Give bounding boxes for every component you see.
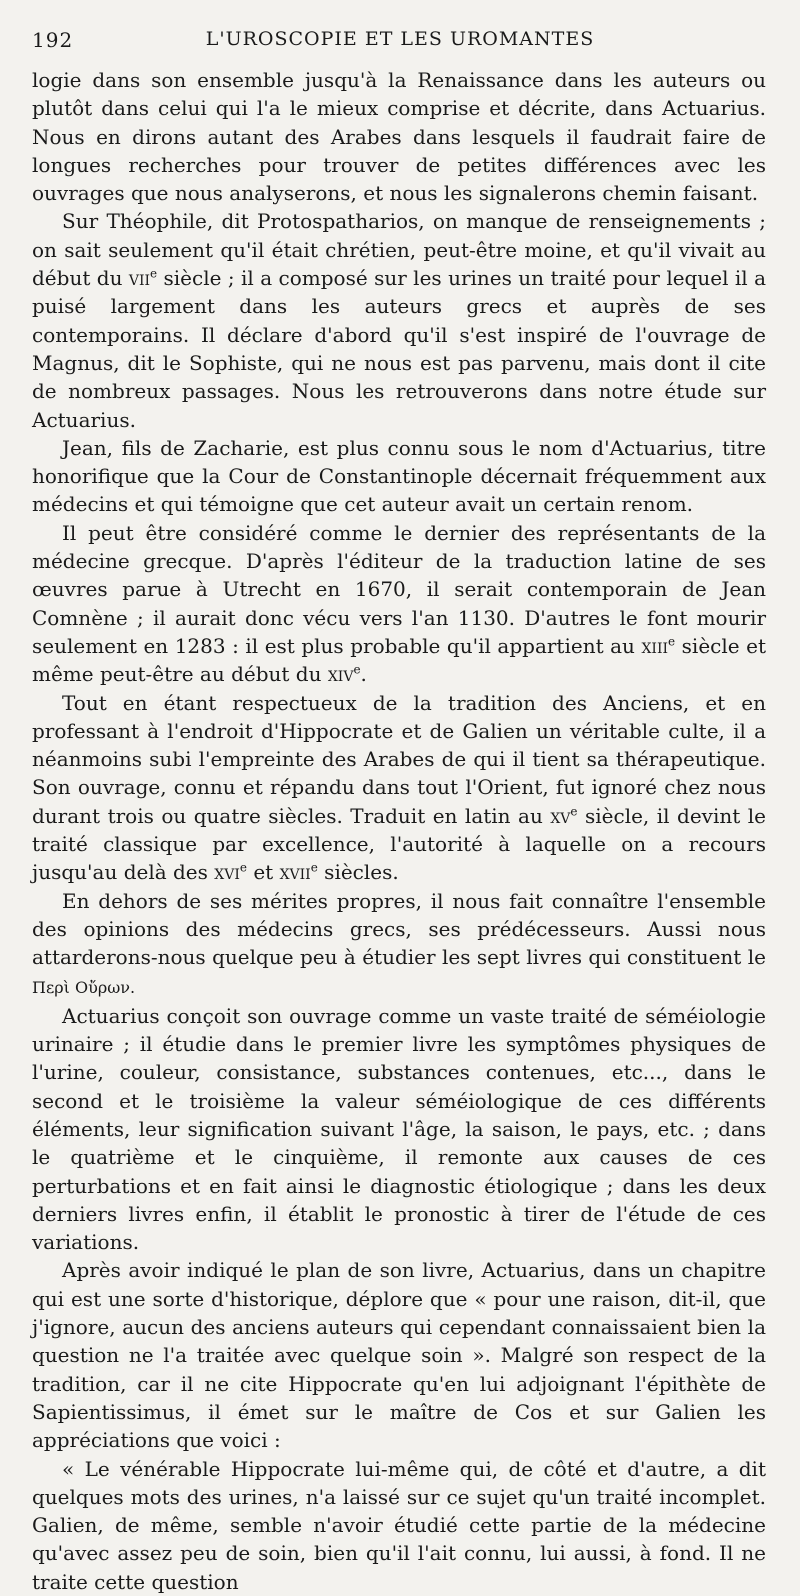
p4-text-b: siècle et même peut-être au début du: [32, 633, 766, 687]
p4-century-2: xiv: [327, 662, 354, 687]
p2-text-a: Sur Théophile, dit Protospatharios, on manque de renseignements ; on sait seulement qu'il était chrétien, peut-être moine, et qu'il vivait au début du: [32, 209, 766, 291]
paragraph-3: Jean, fils de Zacharie, est plus connu sous le nom d'Actuarius, titre honorifique que la Cour de Constantinople décernait fréquemment aux médecins et qui témoigne que cet auteur avait un certain renom.: [32, 435, 766, 517]
paragraph-6: [32, 887, 766, 1002]
p5-text-b: siècle, il devint le traité classique par excellence, l'autorité à laquelle on a recours jusqu'au delà des: [32, 803, 767, 885]
paragraph-9-quote: « Le vénérable Hippocrate lui-même qui, de côté et d'autre, a dit quelques mots des urines, n'a laissé sur ce sujet qu'un traité incomplet. Galien, de même, semble n'avoir étudié cette partie de la médecine qu'avec assez peu de soin, bien qu'il l'ait connu, lui aussi, à fond. Il ne traite cette question: [32, 1456, 766, 1594]
p5-text-c: et: [246, 860, 280, 885]
p6-text-a: En dehors de ses mérites propres, il nous fait connaître l'ensemble des opinions des médecins grecs, ses prédécesseurs. Aussi nous attarderons-nous quelque peu à étudier les sept livres qui constituent le: [32, 888, 766, 970]
p5-sup-1: e: [570, 804, 578, 819]
paragraph-8: Après avoir indiqué le plan de son livre, Actuarius, dans un chapitre qui est une sorte d'historique, déplore que « pour une raison, dit-il, que j'ignore, aucun des anciens auteurs qui cependant connaissaient bien la question ne l'a traitée avec quelque soin ». Malgré son respect de la tradition, car il ne cite Hippocrate qu'en lui adjoignant l'épithète de Sapientissimus, il émet sur le maître de Cos et sur Galien les appréciations que voici :: [32, 1258, 766, 1453]
page-number: 192: [32, 28, 74, 52]
page-header: [32, 22, 768, 58]
paragraph-2: [32, 207, 766, 433]
p6-greek-title: Περὶ Οὔρων.: [32, 977, 136, 997]
p5-sup-2: e: [239, 860, 247, 875]
p5-sup-3: e: [310, 860, 318, 875]
paragraph-5: [32, 689, 766, 887]
p4-text-c: .: [360, 662, 367, 687]
p4-text-a: Il peut être considéré comme le dernier des représentants de la médecine grecque. D'après l'éditeur de la traduction latine de ses œuvres parue à Utrecht en 1670, il serait contemporain de Jean Comnène ; il aurait donc vécu vers l'an 1130. D'autres le font mourir seulement en 1283 : il est plus probable qu'il appartient au: [32, 520, 766, 658]
p2-text-b: siècle ; il a composé sur les urines un traité pour lequel il a puisé largement dans les auteurs grecs et auprès de ses contemporains. Il déclare d'abord qu'il s'est inspiré de l'ouvrage de Magnus, dit le Sophiste, qui ne nous est pas parvenu, mais dont il cite de nombreux passages. Nous les retrouverons dans notre étude sur Actuarius.: [32, 266, 766, 432]
running-title: L'UROSCOPIE ET LES UROMANTES: [205, 28, 595, 50]
p5-text-a: Tout en étant respectueux de la tradition des Anciens, et en professant à l'endroit d'Hippocrate et de Galien un véritable culte, il a néanmoins subi l'empreinte des Arabes de qui il tient sa thérapeutique. Son ouvrage, connu et répandu dans tout l'Orient, fut ignoré chez nous durant trois ou quatre siècles. Traduit en latin au: [32, 690, 766, 828]
body-text: [32, 66, 766, 1596]
p5-century-2: xvi: [214, 860, 240, 885]
p4-sup-2: e: [353, 662, 361, 677]
p2-century: vii: [128, 266, 151, 291]
p5-text-d: siècles.: [317, 860, 399, 885]
paragraph-7: Actuarius conçoit son ouvrage comme un vaste traité de séméiologie urinaire ; il étudie dans le premier livre les symptômes physiques de l'urine, couleur, consistance, substances contenues, etc..., dans le second et le troisième la valeur séméiologique de ces différents éléments, leur signification suivant l'âge, la saison, le pays, etc. ; dans le quatrième et le cinquième, il remonte aux causes de ces perturbations et en fait ainsi le diagnostic étiologique ; dans les deux derniers livres enfin, il établit le pronostic à tirer de l'étude de ces variations.: [32, 1003, 766, 1255]
p4-sup-1: e: [668, 634, 676, 649]
p5-century-1: xv: [550, 803, 571, 828]
p5-century-3: xvii: [279, 860, 311, 885]
p4-century-1: xiii: [641, 633, 669, 658]
p2-sup: e: [150, 266, 158, 281]
paragraph-4: [32, 519, 766, 689]
paragraph-1: logie dans son ensemble jusqu'à la Renaissance dans les auteurs ou plutôt dans celui qui l'a le mieux comprise et décrite, dans Actuarius. Nous en dirons autant des Arabes dans lesquels il faudrait faire de longues recherches pour trouver de petites différences avec les ouvrages que nous analyserons, et nous les signalerons chemin faisant.: [32, 68, 766, 206]
